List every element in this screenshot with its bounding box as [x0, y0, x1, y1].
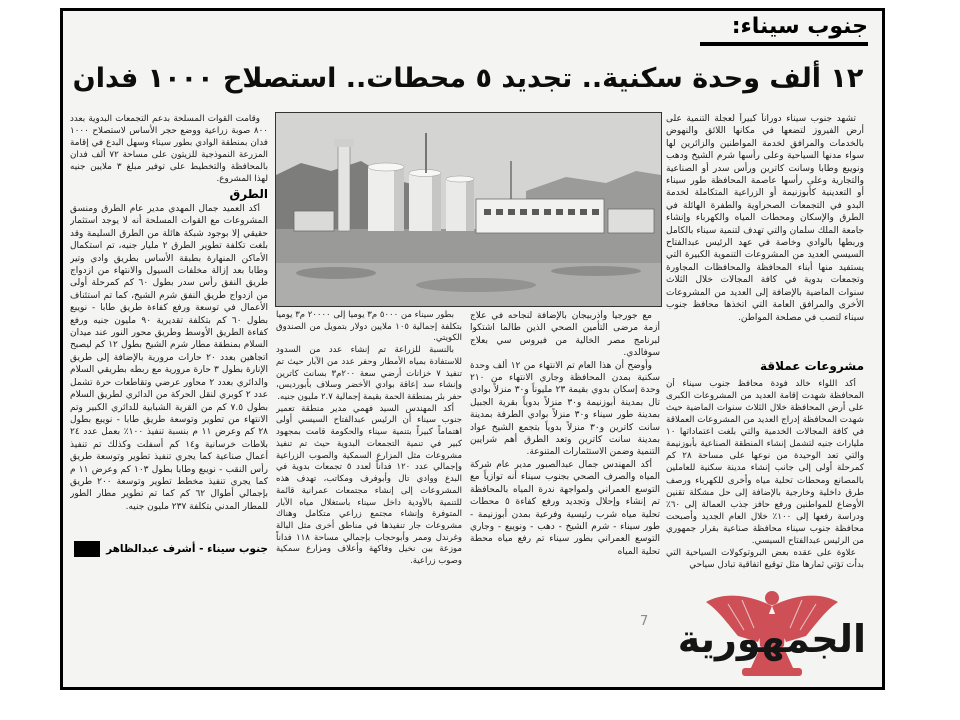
right-column-body — [666, 378, 864, 582]
paragraph: تشهد جنوب سيناء دوراناً كبيراً لعجلة التنمية على أرض الفيروز لتضعها في مكانها اللائق والنهوض بالخدمات والمرافق لخدمة المواطنين والزائرين لها سواء مدنها السياحية وعلى رأسها شرم الشيخ ودهب ونويبع وطابا وسانت كاترين ورأس سدر أو الصناعية والتجارية وعلى رأسها عاصمة المحافظة طور سيناء أو التعدينية كأبوزنيمة أو الزراعية المتكاملة لخدمة البدو في التجمعات الصحراوية والطفرة الهائلة في الطرق والإسكان ومحطات المياه والكهرباء وإنشاء جامعة الملك سلمان والتي تهدف لتنمية سيناء بالكامل وربطها بالوادي وخاصة في عهد الرئيس عبدالفتاح السيسي العديد من المشروعات التنموية الكبيرة التي يستفيد منها أبناء المحافظة والمحافظات المجاورة وتجمعات بدوية في كافة المجالات خلال الثلاث سنوات الماضية بالإضافة إلى العديد من المشروعات الأخرى والمرافق العامة التي اتخذها محافظ جنوب سيناء لتصب في مصلحة المواطن. — [666, 114, 864, 323]
page-mark: 7 — [640, 614, 649, 629]
photo-canvas — [276, 113, 661, 306]
section-label: جنوب سيناء: — [700, 12, 868, 46]
paragraph: وأوضح أن هذا العام تم الانتهاء من ١٢ ألف وحدة سكنية بمدن المحافظة وجاري الانتهاء من ٢١٠ وحدة إسكان بدوي بقيمة ٢٣ مليوناً و٣٠ منزلاً بوادي تال بمدينة أبوزنيمة و٣٠ منزلاً بدوياً بقرية الجبيل بمدينة طور سيناء و٣٠ منزلاً بوادي الطرفة بمدينة سانت كاترين و٣٠ منزلاً بدوياً بتجمع الشيخ عواد بمدينة سانت كاترين وتعد الطرق أهم شرايين التنمية وضمن الاستثمارات المتنوعة. — [470, 360, 660, 458]
storage-tank — [409, 170, 441, 232]
newspaper-logo — [678, 584, 866, 682]
byline-bar — [74, 541, 100, 557]
left-column-intro — [70, 113, 268, 185]
paragraph: بالنسبة للزراعة تم إنشاء عدد من السدود للاستفادة بمياه الأمطار وحفر عدد من الآبار حيث تم تنفيذ ٧ خزانات أرضي سعة ٢٠٠م٣ بسانت كاترين وإنشاء سد إعاقة بوادي الأخضر وسلاف بأبورديس، حفر بئر بمنطقة الحمة بقيمة إجمالية ٢.٧ مليون جنيه. — [276, 345, 462, 403]
paragraph: علاوة على عقده بعض البروتوكولات السياحية التي بدأت تؤتي ثمارها مثل توقيع اتفاقية تبادل سياحي — [666, 547, 864, 570]
paragraph: وقامت القوات المسلحة بدعم التجمعات البدوية بعدد ٨٠٠ صوبة زراعية ووضع حجر الأساس لاستصلاح ١٠٠٠ فدان بمنطقة الوادي بطور سيناء وسهل البدع في إقامة المزرعة النموذجية للزيتون على مساحة ٧٢ ألف فدان بالمحافظة والتخطيط على توفير مبلغ ٣ ملايين جنيه لهذا المشروع. — [70, 114, 268, 185]
paragraph: أكد العميد جمال المهدي مدير عام الطرق ومنسق المشروعات مع القوات المسلحة أنه لا يوجد استثمار حقيقي إلا بوجود شبكة هائلة من الطرق السليمة وقد بلغت تكلفة تطوير الطرق ٢ مليار جنيه، تم استكمال الأماكن المنهارة بطبقة الأساس بطريق وادي وتير وطابا بعد إزالة مخلفات السيول والانتهاء من ازدواج طريق النفق رأس سدر بطول ٦٠ كم كمرحلة أولى من ازدواج طريق النفق شرم الشيخ، كما تم استئناف الأعمال في توسعة ورفع كفاءة طريق طابا - نويبع بطول ٦٠ كم بتكلفة تقديرية ٩٠ مليون جنيه ورفع كفاءة الطريق الأوسط وطريق محور النور عند ميدان السلام بمنطقة مطار شرم الشيخ بطول ١٢ كم ليصبح اتجاهين بعدد ٢٠ حارات مرورية بالإضافة إلى طريق الإنارة بطول ٣ حارة مرورية مع ربطه بطريقي السلام والدائري بعدد ٢ محاور عرضي وتقاطعات حرة تشمل عدد ٢ كوبري لنقل الحركة من الدائري لطريق السلام بطول ٧.٥ كم من القرية الشبابية للدائري الكبير وتم الانتهاء من تطوير وتوسعة طريق طابا - نويبع بطول ٢٨ كم وعرض ١١ م بنسبة تنفيذ ١٠٠٪ بعمل عدد ٢٤ بلاطات خرسانية و١٤ كم أسفلت وكذلك تم تنفيذ أعمال صناعية كما يجري تنفيذ تطوير وتوسعة طريق رأس النقب - نويبع وطابا بطول ١٠٣ كم وعرض ١١ م كما يجري تنفيذ مخطط تطوير وتوسعة ٢٠٠ طريق بإجمالي أطوال ٦٢ كم كما تم تطوير مطار الطور للمطار المدني بتكلفة ٢٣٧ مليون جنيه. — [70, 204, 268, 512]
center-right-column — [470, 310, 660, 582]
logo-text: الجمهورية — [678, 617, 866, 661]
article-photo — [275, 112, 662, 307]
byline — [68, 540, 268, 558]
plant-building — [294, 211, 334, 231]
center-left-column — [276, 310, 462, 582]
paragraph: أكد اللواء خالد فودة محافظ جنوب سيناء أن المحافظة شهدت إقامة العديد من المشروعات الكبرى على أرض المحافظة خلال الثلاث سنوات الماضية حيث شهدت المحافظة إدراج العديد من المشروعات العملاقة في كافة المجالات الخدمية والتي بلغت اعتماداتها ١٠ مليارات جنيه لتشمل إنشاء المنطقة الصناعية بأبوزنيمة والتي تعد الوحيدة من نوعها على مساحة ٢٨ كم كمرحلة أولى إلى جانب إنشاء مدينة سكنية للعاملين بالمصانع ومحطات تحلية مياه وأخرى للكهرباء ورصف طرق داخلية وخارجية بالإضافة إلى حل مشكلة تقنين الأوضاع للمواطنين ورفع حافز جذب العمالة إلى ٦٠٪ ودراسة رفعها إلى ١٠٠٪ خلال العام الجديد وأصبحت محافظة جنوب سيناء محافظة صناعية بقرار جمهوري من الرئيس عبدالفتاح السيسي. — [666, 379, 864, 546]
plant-building — [608, 209, 654, 233]
paragraph: بطور سيناء من ٥٠٠٠ م٣ يومياً إلى ٢٠٠٠٠ م٣ يومياً بتكلفة إجمالية ١٠٥ ملايين دولار بتمويل من الصندوق الكويتي. — [276, 310, 462, 344]
plant-building — [476, 199, 604, 233]
eagle-head — [765, 591, 779, 605]
eagle-banner — [742, 668, 802, 676]
ground-patch — [551, 266, 641, 276]
paragraph: أكد المهندس جمال عبدالصبور مدير عام شركة المياه والصرف الصحي بجنوب سيناء أنه توازياً مع التوسع العمراني ولمواجهة ندرة المياه بالمحافظة تم إنشاء وإحلال وتجديد ورفع كفاءة ٥ محطات تحلية مياه شرب رئيسية وفرعية بمدن أبوزنيمة - طور سيناء - شرم الشيخ - دهب - ونويبع - وجاري التوسع العمراني بطور سيناء تم رفع مياه محطة تحلية المياه — [470, 459, 660, 557]
ground-patch — [296, 267, 376, 279]
plant-tower-top — [334, 139, 354, 147]
paragraph: أكد المهندس السيد فهمي مدير منطقة تعمير جنوب سيناء أن الرئيس عبدالفتاح السيسي أولى اهتماماً كبيراً بتنمية سيناء والحكومة قامت بمجهود كبير في تنمية التجمعات البدوية حيث تم تنفيذ مشروعات مثل المزارع السمكية والصوب الزراعية وإجمالي عدد ١٢٠ فداناً لعدد ٥ تجمعات بدوية في البدع ووادي تال وأبوفرف ومكاتب، تهدف هذه المشروعات إلى إنشاء مجتمعات عمرانية قائمة للتنمية بالأودية داخل سيناء باستغلال مياه الآبار المتوفرة وإنشاء مجتمع زراعي متكامل وهناك مشروعات جار تنفيذها في مناطق أخرى مثل البالة وغرندل وممر وأبوحجاب بإجمالي مساحة ١١٨ فداناً موزعة بين نخيل وفاكهة وأعلاف ومزارع سمكية وصوب زراعية. — [276, 403, 462, 567]
left-column-body — [70, 203, 268, 537]
ground-patch — [416, 278, 536, 292]
paragraph: مع جورجيا وأذربيجان بالإضافة لنجاحه في علاج أزمة مرضى التأمين الصحي الذين طالما اشتكوا لبرنامج مصر الخالية من فيروس سي بعلاج سوفالدي. — [470, 311, 660, 359]
byline-text: جنوب سيناء - أشرف عبدالظاهر — [106, 543, 268, 555]
subheading-mega-projects: مشروعات عملاقة — [760, 359, 864, 373]
storage-tank — [446, 176, 474, 231]
headline: ١٢ ألف وحدة سكنية.. تجديد ٥ محطات.. استصلاح ١٠٠٠ فدان — [72, 63, 864, 94]
subheading-roads: الطرق — [229, 187, 268, 201]
storage-tank — [368, 163, 404, 231]
right-column-intro — [666, 113, 864, 345]
plant-tower — [338, 143, 350, 231]
